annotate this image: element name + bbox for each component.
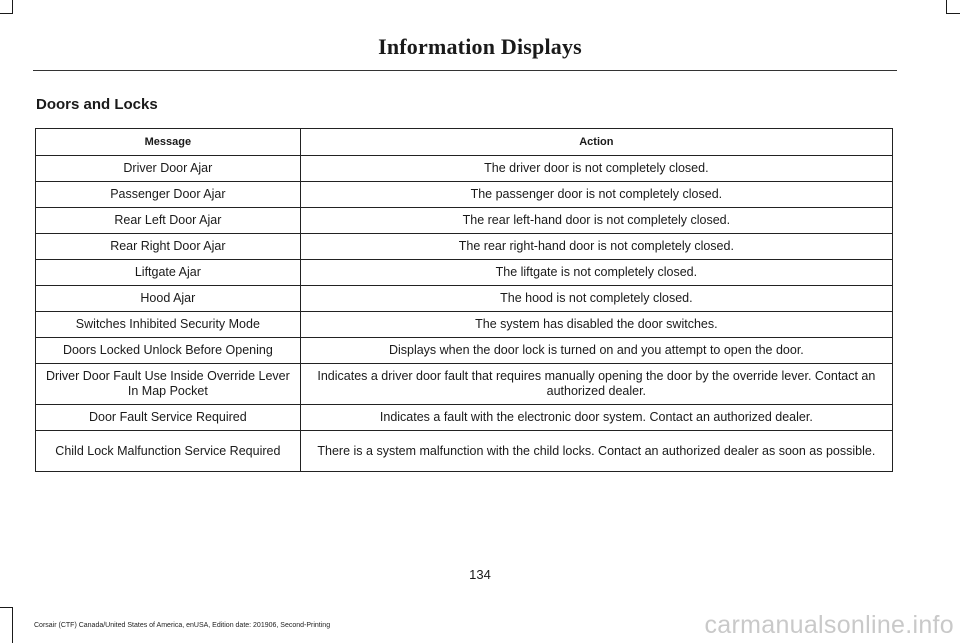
action-cell: Displays when the door lock is turned on and you attempt to open the door. — [300, 338, 892, 364]
message-cell: Child Lock Malfunction Service Required — [36, 431, 301, 472]
table-row — [36, 156, 893, 182]
table-row — [36, 260, 893, 286]
action-cell: The passenger door is not completely closed. — [300, 182, 892, 208]
message-cell: Hood Ajar — [36, 286, 301, 312]
message-cell: Switches Inhibited Security Mode — [36, 312, 301, 338]
action-cell: The system has disabled the door switches. — [300, 312, 892, 338]
crop-mark — [0, 13, 13, 14]
action-cell: The driver door is not completely closed. — [300, 156, 892, 182]
action-cell: The hood is not completely closed. — [300, 286, 892, 312]
action-cell: The rear left-hand door is not completely closed. — [300, 208, 892, 234]
crop-mark — [12, 0, 13, 14]
header-message: Message — [36, 129, 301, 156]
table-row — [36, 312, 893, 338]
crop-mark — [12, 607, 13, 643]
table-row — [36, 234, 893, 260]
message-cell: Rear Left Door Ajar — [36, 208, 301, 234]
action-cell: The liftgate is not completely closed. — [300, 260, 892, 286]
crop-mark — [947, 13, 960, 14]
table-row — [36, 182, 893, 208]
page-title: Information Displays — [378, 34, 582, 59]
doors-locks-table — [35, 128, 893, 472]
action-cell: Indicates a fault with the electronic door system. Contact an authorized dealer. — [300, 405, 892, 431]
watermark: carmanualsonline.info — [704, 611, 954, 639]
header-action: Action — [300, 129, 892, 156]
action-cell: There is a system malfunction with the child locks. Contact an authorized dealer as soon as possible. — [300, 431, 892, 472]
table-row — [36, 286, 893, 312]
table-row — [36, 338, 893, 364]
message-cell: Passenger Door Ajar — [36, 182, 301, 208]
table-header-row — [36, 129, 893, 156]
message-cell: Door Fault Service Required — [36, 405, 301, 431]
crop-mark — [0, 607, 13, 608]
message-cell: Driver Door Ajar — [36, 156, 301, 182]
table-row — [36, 364, 893, 405]
edition-footer: Corsair (CTF) Canada/United States of America, enUSA, Edition date: 201906, Second-Printing — [34, 622, 331, 629]
page-number: 134 — [469, 567, 491, 582]
header-divider — [33, 70, 897, 71]
action-cell: Indicates a driver door fault that requires manually opening the door by the override lever. Contact an authorized dealer. — [300, 364, 892, 405]
message-cell: Rear Right Door Ajar — [36, 234, 301, 260]
crop-mark — [946, 0, 947, 14]
message-cell: Liftgate Ajar — [36, 260, 301, 286]
table-row — [36, 431, 893, 472]
section-title: Doors and Locks — [36, 96, 158, 113]
message-cell: Doors Locked Unlock Before Opening — [36, 338, 301, 364]
table-row — [36, 208, 893, 234]
table-row — [36, 405, 893, 431]
action-cell: The rear right-hand door is not completely closed. — [300, 234, 892, 260]
message-cell: Driver Door Fault Use Inside Override Lever In Map Pocket — [36, 364, 301, 405]
